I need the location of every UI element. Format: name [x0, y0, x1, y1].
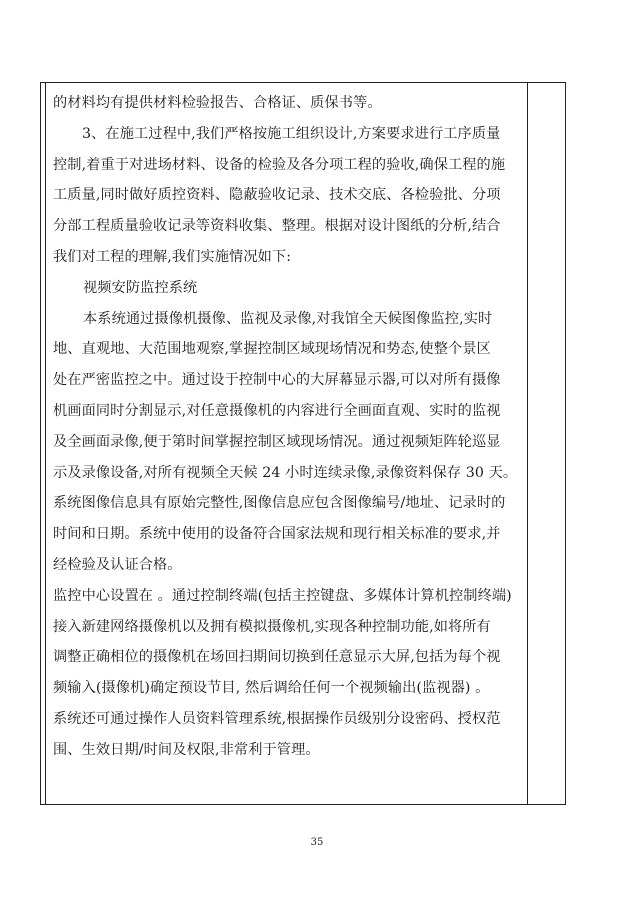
- text-line: 监控中心设置在 。通过控制终端(包括主控键盘、多媒体计算机控制终端): [53, 587, 512, 604]
- text-line: 工质量,同时做好质控资料、隐蔽验收记录、技术交底、各检验批、分项: [53, 187, 501, 204]
- text-line: 地、直观地、大范围地观察,掌握控制区域现场情况和势态,使整个景区: [53, 341, 491, 358]
- page-number: 35: [310, 837, 324, 848]
- text-line: 系统还可通过操作人员资料管理系统,根据操作员级别分设密码、授权范: [53, 710, 501, 727]
- section-heading: 视频安防监控系统: [83, 279, 198, 296]
- text-line: 控制,着重于对进场材料、设备的检验及各分项工程的验收,确保工程的施: [53, 156, 506, 173]
- text-line: 本系统通过摄像机摄像、监视及录像,对我馆全天候图像监控,实时: [83, 310, 493, 327]
- text-line: 3、在施工过程中,我们严格按施工组织设计,方案要求进行工序质量: [82, 125, 501, 142]
- text-line: 调整正确相位的摄像机在场回扫期间切换到任意显示大屏,包括为每个视: [53, 649, 501, 666]
- text-line: 示及录像设备,对所有视频全天候 24 小时连续录像,录像资料保存 30 天。: [53, 464, 518, 481]
- text-line: 机画面同时分割显示,对任意摄像机的内容进行全画面直观、实时的监视: [53, 402, 501, 419]
- text-line: 频输入(摄像机)确定预设节目, 然后调给任何一个视频输出(监视器) 。: [53, 680, 490, 697]
- text-line: 及全画面录像,便于第时间掌握控制区域现场情况。通过视频矩阵轮巡显: [53, 433, 501, 450]
- text-line: 经检验及认证合格。: [53, 556, 182, 573]
- text-line: 分部工程质量验收记录等资料收集、整理。根据对设计图纸的分析,结合: [53, 218, 501, 235]
- text-line: 时间和日期。系统中使用的设备符合国家法规和现行相关标准的要求,并: [53, 526, 501, 543]
- table-cell-content: [53, 88, 525, 766]
- content-table: [40, 82, 566, 805]
- table-column-divider: [527, 83, 528, 804]
- text-line: 的材料均有提供材料检验报告、合格证、质保书等。: [53, 95, 382, 111]
- text-line: 接入新建网络摄像机以及拥有模拟摄像机,实现各种控制功能,如将所有: [53, 618, 491, 635]
- text-line: 围、生效日期/时间及权限,非常利于管理。: [53, 741, 320, 758]
- table-inner-left-border: [45, 83, 46, 804]
- text-line: 系统图像信息具有原始完整性,图像信息应包含图像编号/地址、记录时的: [53, 495, 506, 512]
- text-line: 处在严密监控之中。通过设于控制中心的大屏幕显示器,可以对所有摄像: [53, 372, 501, 389]
- text-line: 我们对工程的理解,我们实施情况如下:: [53, 248, 292, 265]
